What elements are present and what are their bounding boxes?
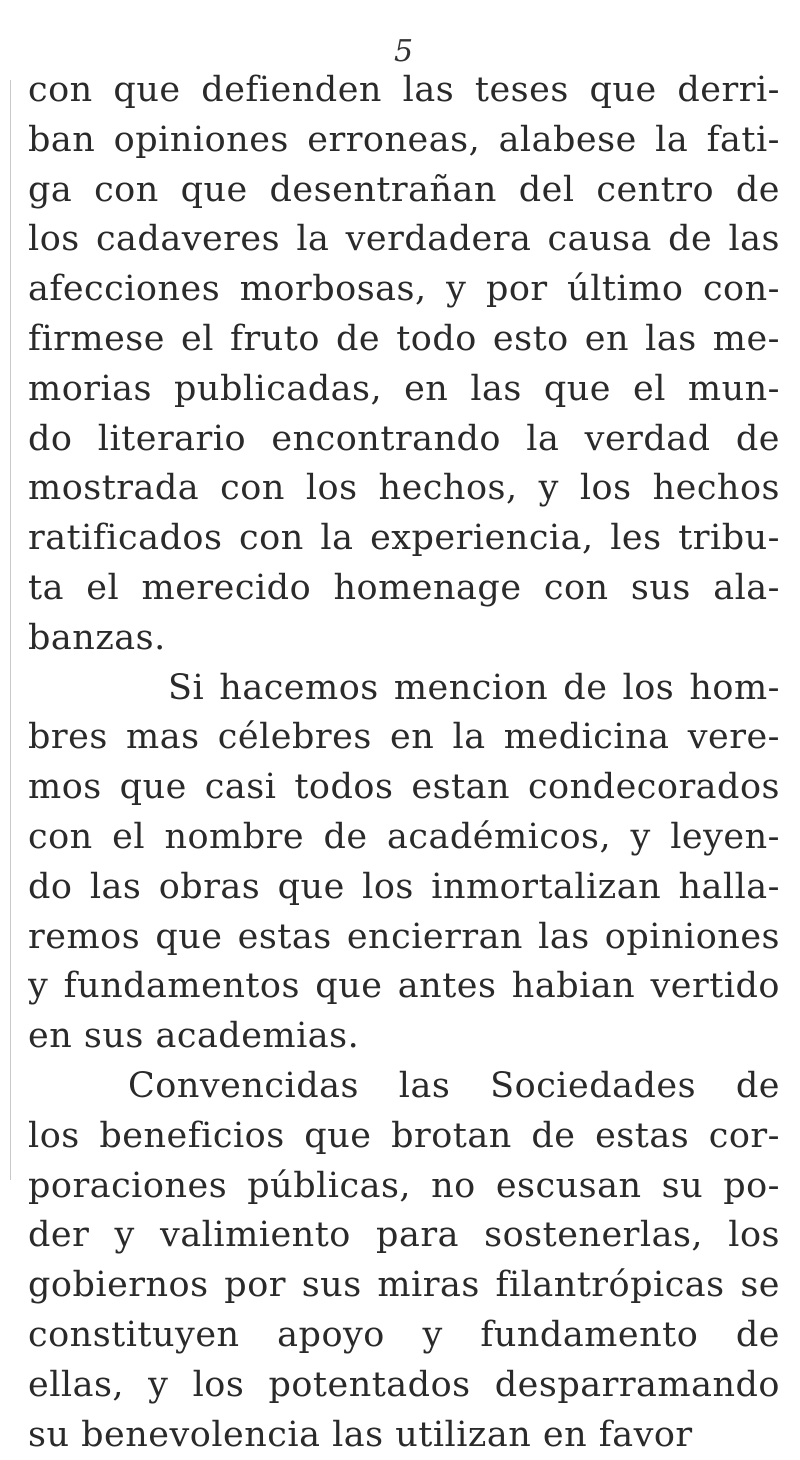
text-line: ellas, y los potentados desparramando (28, 1364, 780, 1405)
text-line: ban opiniones erroneas, alabese la fati- (28, 119, 780, 160)
text-line: firmese el fruto de todo esto en las me- (28, 318, 780, 359)
text-line: con el nombre de académicos, y leyen- (28, 816, 780, 857)
text-line: banzas. (28, 617, 166, 658)
text-line: su benevolencia las utilizan en favor (28, 1414, 693, 1455)
text-line: los beneficios que brotan de estas cor- (28, 1115, 780, 1156)
text-line: afecciones morbosas, y por último con- (28, 269, 780, 310)
text-line: con que defienden las teses que derri- (28, 70, 780, 110)
text-line: poraciones públicas, no escusan su po- (28, 1165, 780, 1206)
text-line: los cadaveres la verdadera causa de las (28, 219, 780, 260)
text-line: do las obras que los inmortalizan halla- (28, 866, 780, 907)
page-number: 5 (394, 34, 414, 69)
text-line-paragraph-start: Si hacemos mencion de los hom- (168, 667, 780, 708)
text-line: do literario encontrando la verdad de (28, 418, 780, 459)
text-line: ga con que desentrañan del centro de (28, 169, 780, 210)
text-line: gobiernos por sus miras filantrópicas se (28, 1265, 780, 1306)
text-line-paragraph-start: Convencidas las Sociedades de (128, 1065, 780, 1106)
text-line: y fundamentos que antes habian vertido (28, 966, 780, 1007)
text-line: ratificados con la experiencia, les tribu- (28, 518, 780, 559)
text-line: en sus academias. (28, 1016, 360, 1057)
text-line: constituyen apoyo y fundamento de (28, 1314, 780, 1355)
text-line: mos que casi todos estan condecorados (28, 767, 780, 808)
text-line: ta el merecido homenage con sus ala- (28, 567, 780, 608)
body-text (28, 66, 780, 1460)
text-line: bres mas célebres en la medicina vere- (28, 717, 780, 758)
text-line: mostrada con los hechos, y los hechos (28, 468, 780, 509)
page-edge-line (10, 80, 11, 1180)
text-line: morias publicadas, en las que el mun- (28, 368, 780, 409)
text-line: der y valimiento para sostenerlas, los (28, 1215, 780, 1256)
text-line: remos que estas encierran las opiniones (28, 916, 780, 957)
